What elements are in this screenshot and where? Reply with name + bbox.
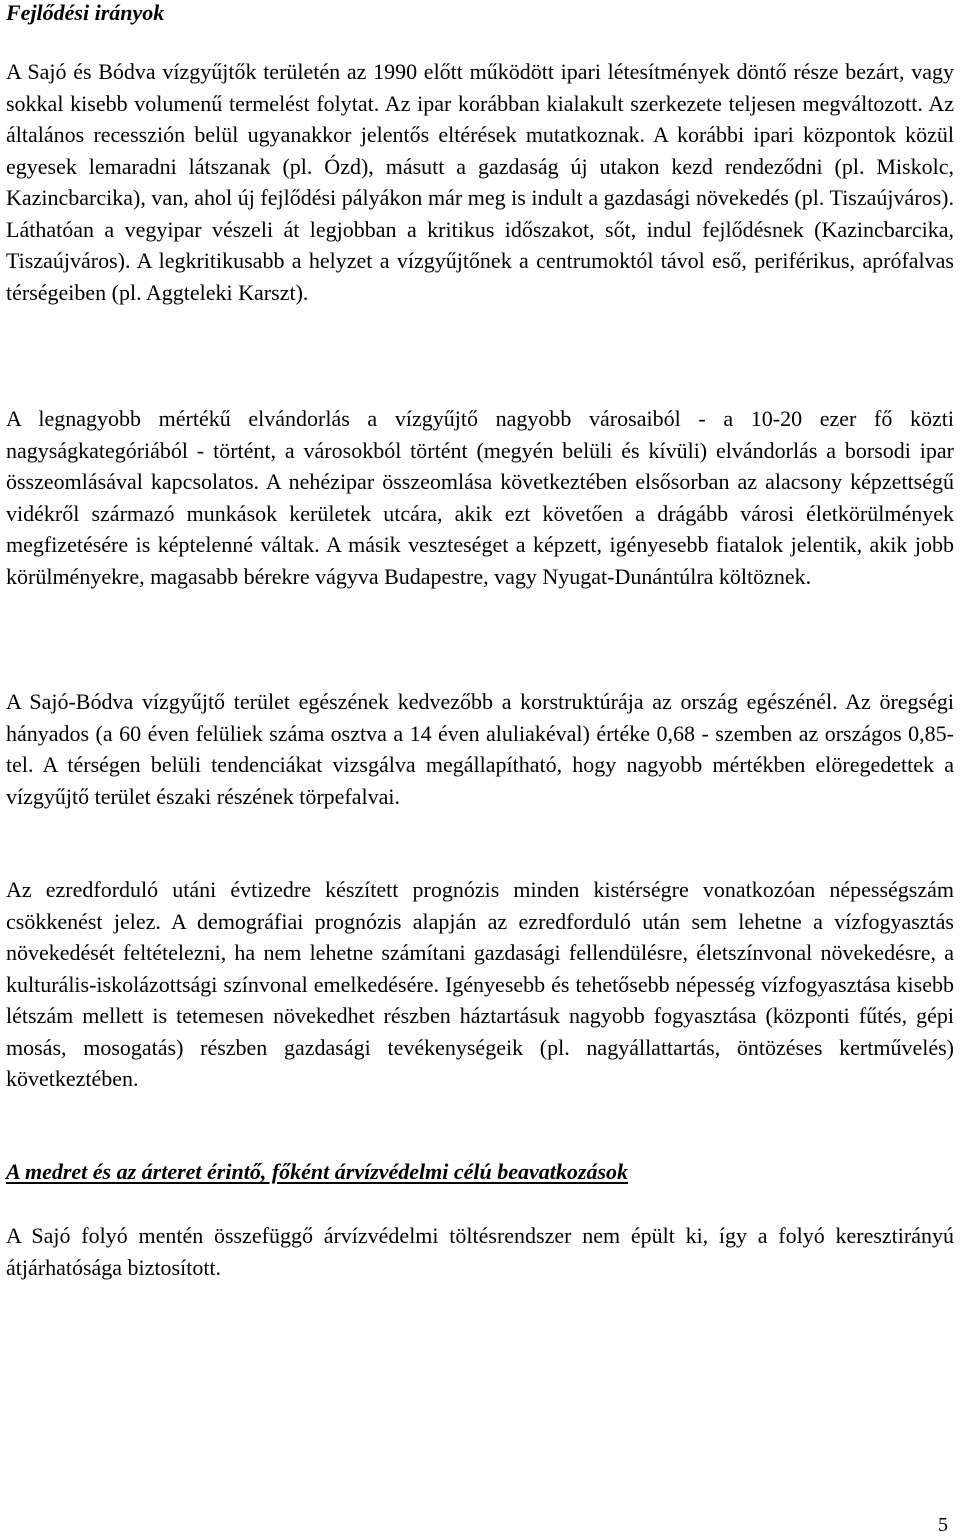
paragraph-migration: A legnagyobb mértékű elvándorlás a vízgyűjtő nagyobb városaiból - a 10-20 ezer fő közti nagyságkategóriából - történt, a városokból történt (megyén belüli és kívüli) elvándorlás a borsodi ipar összeomlásával kapcsolatos. A nehézipar összeomlása következtében elsősorban az alacsony képzettségű vidékről származó munkások kerületek utcára, akik ezt követően a drágább városi életkörülmények megfizetésére is képtelenné váltak. A másik veszteséget a képzett, igényesebb fiatalok jelentik, akik jobb körülményekre, magasabb bérekre vágyva Budapestre, vagy Nyugat-Dunántúlra költöznek. (6, 406, 954, 589)
paragraph-industry: A Sajó és Bódva vízgyűjtők területén az 1990 előtt működött ipari létesítmények döntő része bezárt, vagy sokkal kisebb volumenű termelést folytat. Az ipar korábban kialakult szerkezete teljesen megváltozott. Az általános recesszión belül ugyanakkor jelentős eltérések mutatkoznak. A korábbi ipari központok közül egyesek lemaradni látszanak (pl. Ózd), másutt a gazdaság új utakon kezd rendeződni (pl. Miskolc, Kazincbarcika), van, ahol új fejlődési pályákon már meg is indult a gazdasági növekedés (pl. Tiszaújváros). Láthatóan a vegyipar vészeli át legjobban a kritikus időszakot, sőt, indul fejlődésnek (Kazincbarcika, Tiszaújváros). A legkritikusabb a helyzet a vízgyűjtőnek a centrumoktól távol eső, periférikus, aprófalvas térségeiben (pl. Aggteleki Karszt). (6, 59, 954, 305)
paragraph-age-structure: A Sajó-Bódva vízgyűjtő terület egészének kedvezőbb a korstruktúrája az ország egészénél. Az öregségi hányados (a 60 éven felüliek száma osztva a 14 éven aluliakéval) értéke 0,68 - szemben az országos 0,85-tel. A térségen belüli tendenciákat vizsgálva megállapítható, hogy nagyobb mértékben elöregedettek a vízgyűjtő terület északi részének törpefalvai. (6, 689, 954, 809)
page-number: 5 (938, 1514, 948, 1536)
paragraph-forecast: Az ezredforduló utáni évtizedre készített prognózis minden kistérségre vonatkozóan népességszám csökkenést jelez. A demográfiai prognózis alapján az ezredforduló után sem lehetne a vízfogyasztás növekedését feltételezni, ha nem lehetne számítani gazdasági fellendülésre, életszínvonal növekedésre, a kulturális-iskolázottsági színvonal emelkedésére. Igényesebb és tehetősebb népesség vízfogyasztása kisebb létszám mellett is tetemesen növekedhet részben háztartásuk nagyobb fogyasztása (központi fűtés, gépi mosás, mosogatás) részben gazdasági tevékenységeik (pl. nagyállattartás, öntözéses kertművelés) következtében. (6, 877, 954, 1091)
subsection-heading: A medret és az árteret érintő, főként árvízvédelmi célú beavatkozások (6, 1159, 629, 1184)
section-heading: Fejlődési irányok (6, 0, 165, 25)
paragraph-flood-protection: A Sajó folyó mentén összefüggő árvízvédelmi töltésrendszer nem épült ki, így a folyó keresztirányú átjárhatósága biztosított. (6, 1223, 954, 1280)
